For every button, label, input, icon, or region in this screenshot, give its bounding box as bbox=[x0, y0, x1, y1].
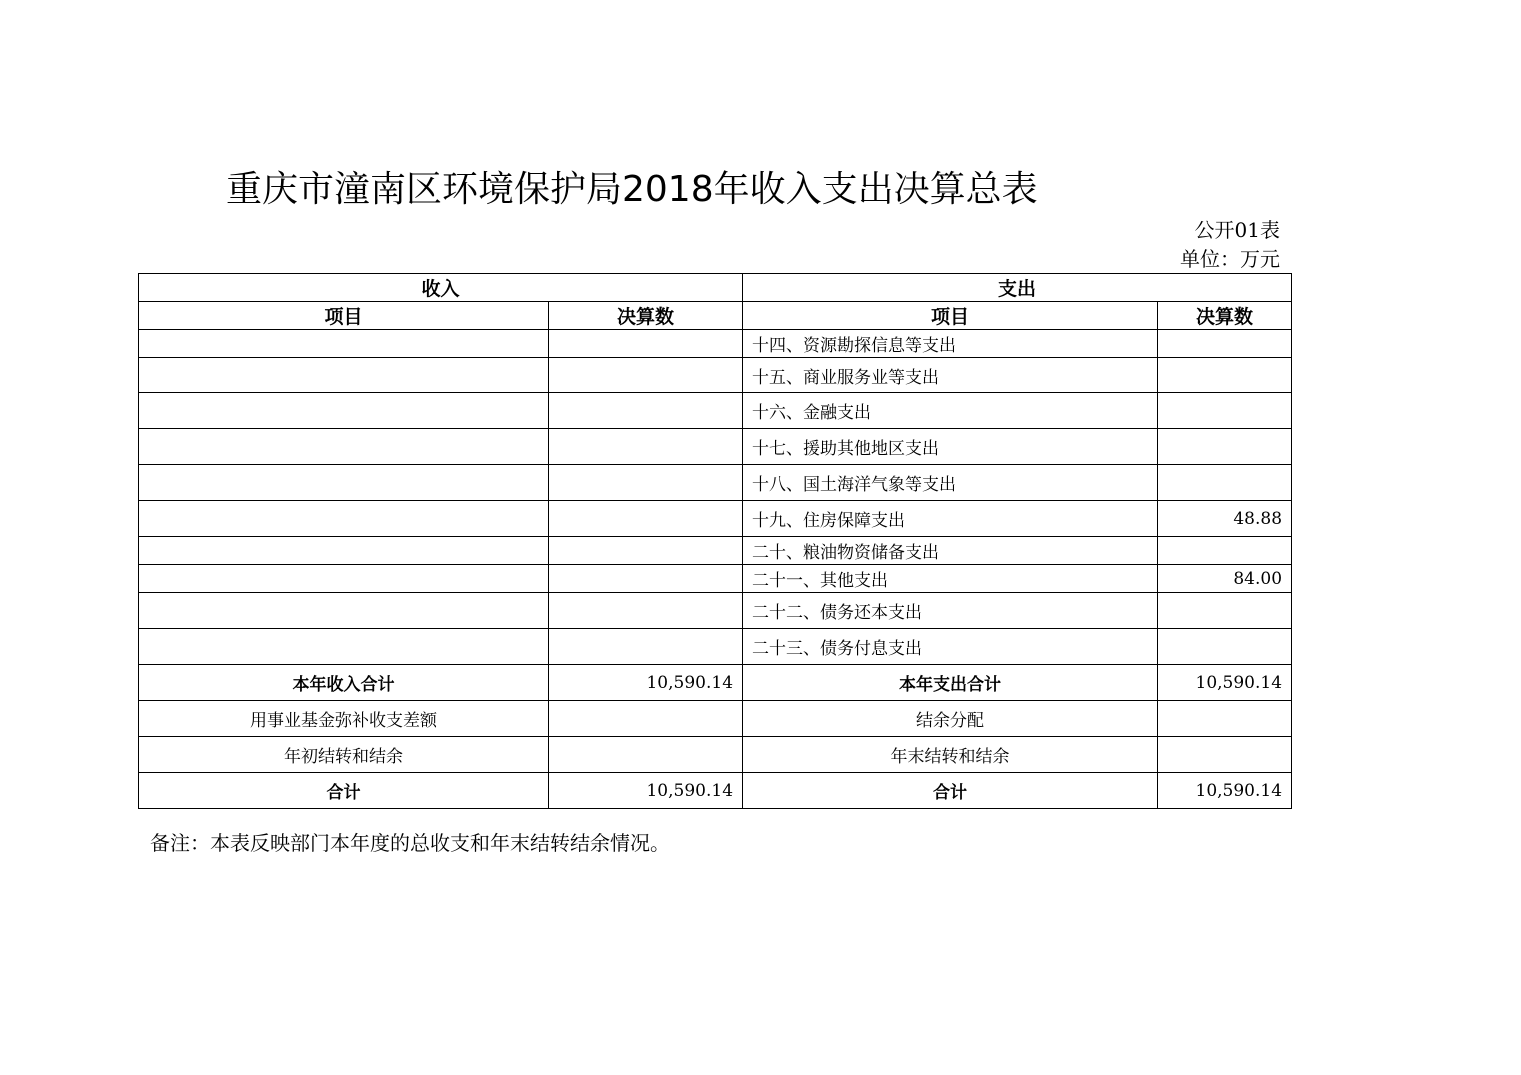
income-amount-cell bbox=[549, 701, 743, 737]
expense-amount-cell bbox=[1158, 330, 1292, 358]
header-row-sections bbox=[139, 274, 1292, 302]
table-row bbox=[139, 593, 1292, 629]
income-item-cell: 合计 bbox=[139, 773, 549, 809]
income-amount-cell: 10,590.14 bbox=[549, 773, 743, 809]
income-item-cell: 本年收入合计 bbox=[139, 665, 549, 701]
table-row bbox=[139, 465, 1292, 501]
income-item-header: 项目 bbox=[139, 302, 549, 330]
table-row bbox=[139, 737, 1292, 773]
table-row bbox=[139, 429, 1292, 465]
expense-item-cell: 十八、国土海洋气象等支出 bbox=[743, 465, 1158, 501]
income-item-cell bbox=[139, 593, 549, 629]
income-amount-cell bbox=[549, 629, 743, 665]
expense-item-cell: 十五、商业服务业等支出 bbox=[743, 358, 1158, 393]
expense-amount-cell bbox=[1158, 537, 1292, 565]
table-row bbox=[139, 501, 1292, 537]
expense-section-header: 支出 bbox=[743, 274, 1292, 302]
expense-item-cell: 十四、资源勘探信息等支出 bbox=[743, 330, 1158, 358]
table-row bbox=[139, 701, 1292, 737]
income-amount-cell bbox=[549, 465, 743, 501]
income-amount-header: 决算数 bbox=[549, 302, 743, 330]
income-section-header: 收入 bbox=[139, 274, 743, 302]
income-amount-cell bbox=[549, 737, 743, 773]
income-item-cell bbox=[139, 537, 549, 565]
income-item-cell bbox=[139, 330, 549, 358]
income-item-cell: 用事业基金弥补收支差额 bbox=[139, 701, 549, 737]
unit-label: 单位：万元 bbox=[1180, 247, 1280, 271]
expense-item-cell: 二十一、其他支出 bbox=[743, 565, 1158, 593]
income-amount-cell bbox=[549, 393, 743, 429]
expense-amount-cell bbox=[1158, 629, 1292, 665]
expense-amount-cell: 10,590.14 bbox=[1158, 665, 1292, 701]
income-item-cell bbox=[139, 565, 549, 593]
footnote: 备注：本表反映部门本年度的总收支和年末结转结余情况。 bbox=[150, 831, 670, 855]
expense-item-cell: 十六、金融支出 bbox=[743, 393, 1158, 429]
income-amount-cell bbox=[549, 330, 743, 358]
header-row-columns bbox=[139, 302, 1292, 330]
expense-item-cell: 年末结转和结余 bbox=[743, 737, 1158, 773]
expense-amount-cell: 84.00 bbox=[1158, 565, 1292, 593]
income-item-cell bbox=[139, 358, 549, 393]
table-code: 公开01表 bbox=[1194, 218, 1280, 242]
expense-amount-cell bbox=[1158, 358, 1292, 393]
income-item-cell bbox=[139, 629, 549, 665]
table-row bbox=[139, 330, 1292, 358]
income-item-cell bbox=[139, 501, 549, 537]
table-row bbox=[139, 393, 1292, 429]
income-amount-cell bbox=[549, 593, 743, 629]
table-row bbox=[139, 358, 1292, 393]
income-amount-cell: 10,590.14 bbox=[549, 665, 743, 701]
annual-total-row bbox=[139, 665, 1292, 701]
expense-amount-cell: 10,590.14 bbox=[1158, 773, 1292, 809]
expense-item-cell: 十九、住房保障支出 bbox=[743, 501, 1158, 537]
table-row bbox=[139, 565, 1292, 593]
expense-amount-cell bbox=[1158, 593, 1292, 629]
income-amount-cell bbox=[549, 501, 743, 537]
expense-item-cell: 结余分配 bbox=[743, 701, 1158, 737]
expense-item-cell: 二十二、债务还本支出 bbox=[743, 593, 1158, 629]
expense-amount-header: 决算数 bbox=[1158, 302, 1292, 330]
table-row bbox=[139, 537, 1292, 565]
expense-amount-cell bbox=[1158, 737, 1292, 773]
expense-item-cell: 十七、援助其他地区支出 bbox=[743, 429, 1158, 465]
expense-item-header: 项目 bbox=[743, 302, 1158, 330]
income-item-cell bbox=[139, 465, 549, 501]
income-item-cell bbox=[139, 429, 549, 465]
income-amount-cell bbox=[549, 358, 743, 393]
expense-amount-cell bbox=[1158, 393, 1292, 429]
expense-amount-cell bbox=[1158, 429, 1292, 465]
income-amount-cell bbox=[549, 565, 743, 593]
income-amount-cell bbox=[549, 537, 743, 565]
expense-item-cell: 本年支出合计 bbox=[743, 665, 1158, 701]
income-item-cell bbox=[139, 393, 549, 429]
income-item-cell: 年初结转和结余 bbox=[139, 737, 549, 773]
expense-amount-cell: 48.88 bbox=[1158, 501, 1292, 537]
page-title: 重庆市潼南区环境保护局2018年收入支出决算总表 bbox=[226, 169, 1038, 210]
budget-table bbox=[138, 273, 1292, 809]
table-row bbox=[139, 629, 1292, 665]
income-amount-cell bbox=[549, 429, 743, 465]
expense-item-cell: 合计 bbox=[743, 773, 1158, 809]
grand-total-row bbox=[139, 773, 1292, 809]
expense-amount-cell bbox=[1158, 701, 1292, 737]
expense-item-cell: 二十三、债务付息支出 bbox=[743, 629, 1158, 665]
expense-item-cell: 二十、粮油物资储备支出 bbox=[743, 537, 1158, 565]
expense-amount-cell bbox=[1158, 465, 1292, 501]
